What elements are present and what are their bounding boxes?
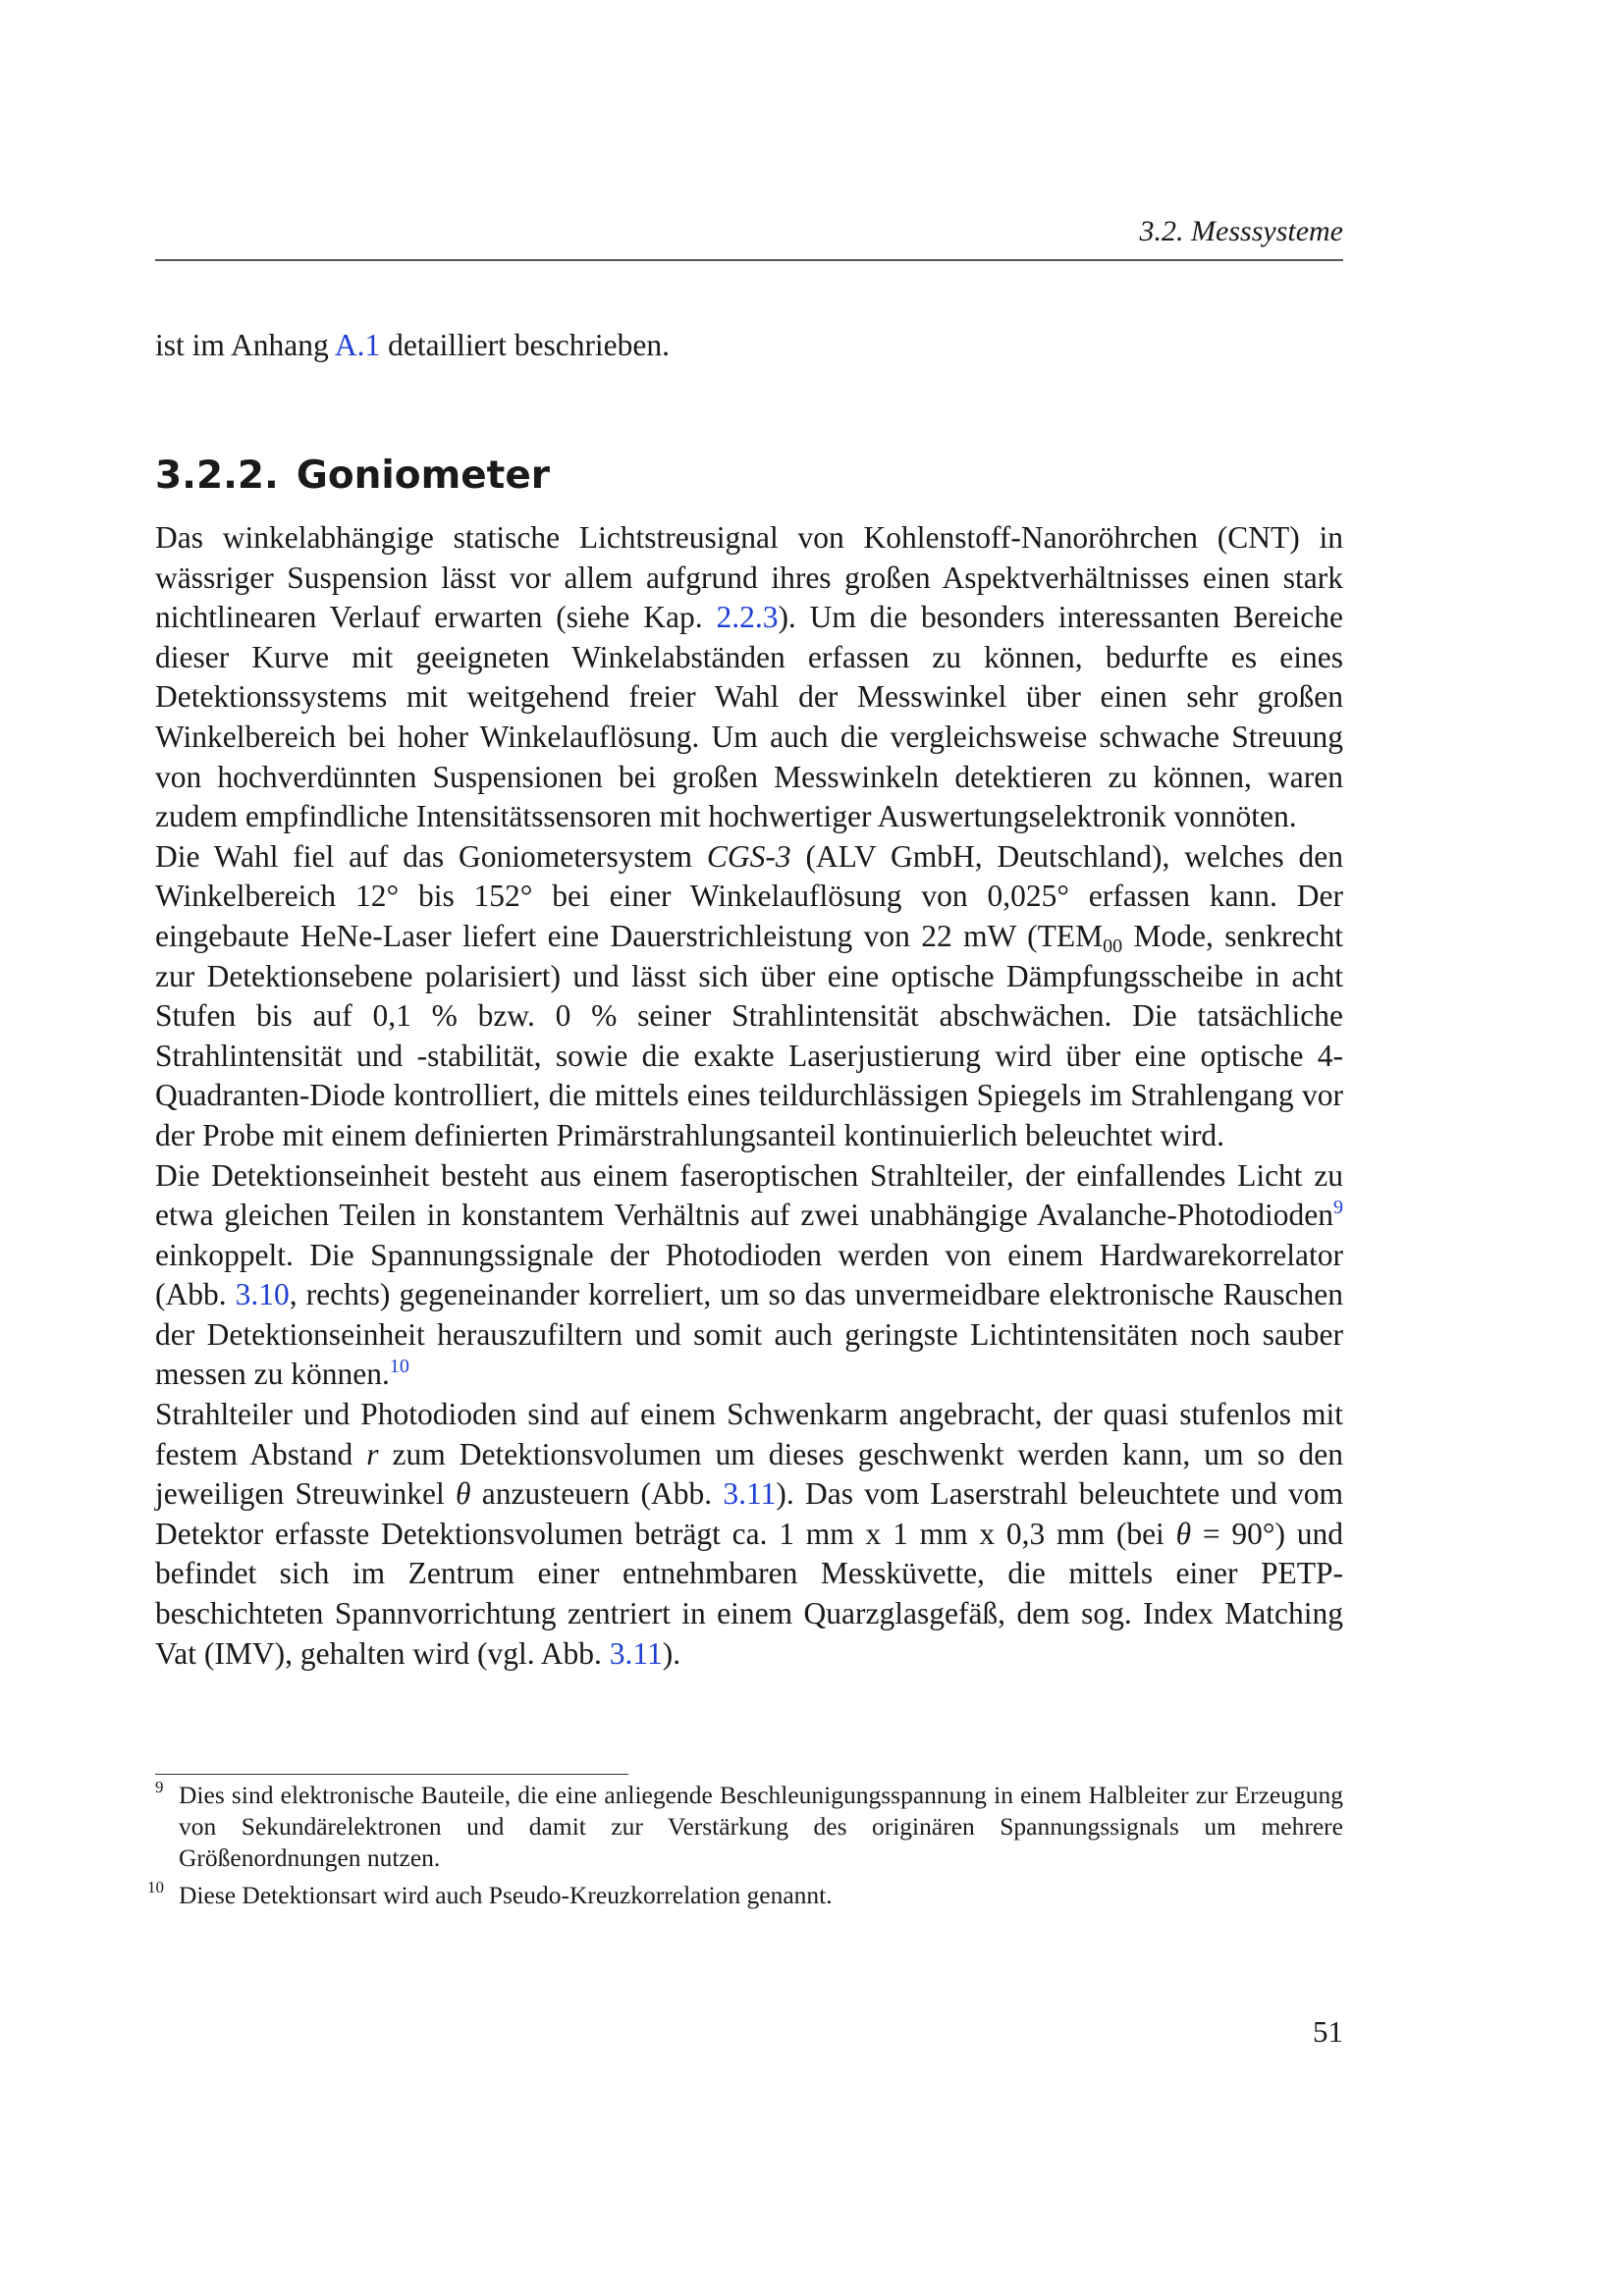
theta-symbol: θ <box>1175 1516 1192 1551</box>
figure-link[interactable]: 3.11 <box>609 1635 663 1671</box>
paragraph-text: , rechts) gegeneinander korreliert, um so das unvermeidbare elektronische Rauschen der Detektionseinheit herauszufiltern und somit auch geringste Lichtintensitäten noch sauber messen zu können. <box>155 1277 1343 1392</box>
intro-text: ist im Anhang <box>155 328 335 362</box>
paragraph-text: Die Detektionseinheit besteht aus einem faseroptischen Strahlteiler, der einfallendes Licht zu etwa gleichen Teilen in konstantem Verhältnis auf zwei unabhängige Avalanche-Photodioden <box>155 1157 1343 1233</box>
paragraph-4 <box>155 1395 1343 1674</box>
figure-link[interactable]: 3.11 <box>723 1476 777 1512</box>
intro-paragraph <box>155 326 1343 366</box>
footnote-rule <box>155 1774 628 1775</box>
paragraph-text: = 90°) und befindet sich im Zentrum einer entnehmbaren Messküvette, die mittels einer PETP-beschichteten Spannvorrichtung zentriert in einem Quarzglasgefäß, dem sog. Index Matching Vat (IMV), gehalten wird (vgl. Abb. <box>155 1516 1343 1671</box>
paragraph-text: (ALV GmbH, Deutschland), welches den Winkelbereich 12° bis 152° bei einer Winkelauflösung von 0,025° erfassen kann. Der eingebaute HeNe-Laser liefert eine Dauerstrichleistung von 22 mW (TEM <box>155 838 1343 953</box>
section-number: 3.2.2. <box>155 454 279 498</box>
section-heading <box>155 452 550 501</box>
footnote-text: Dies sind elektronische Bauteile, die eine anliegende Beschleunigungsspannung in einem Halbleiter zur Erzeugung von Sekundärelektronen und damit zur Verstärkung des originären Spannungssignals um mehrere Größenordnungen nutzen. <box>179 1781 1343 1872</box>
section-body <box>155 518 1343 1674</box>
footnote-9 <box>155 1780 1343 1874</box>
paragraph-text: Die Wahl fiel auf das Goniometersystem <box>155 838 707 874</box>
paragraph-text: Strahlteiler und Photodioden sind auf einem Schwenkarm angebracht, der quasi stufenlos mit festem Abstand <box>155 1397 1343 1471</box>
section-title: Goniometer <box>296 454 551 498</box>
page-number: 51 <box>1313 2014 1343 2049</box>
paragraph-text: ). <box>662 1635 681 1671</box>
paragraph-text: zum Detektionsvolumen um dieses geschwenkt werden kann, um so den jeweiligen Streuwinkel <box>155 1436 1343 1512</box>
footnote-mark: 9 <box>155 1778 164 1796</box>
footnote-text: Diese Detektionsart wird auch Pseudo-Kreuzkorrelation genannt. <box>179 1881 833 1909</box>
paragraph-text: ). Um die besonders interessanten Bereiche dieser Kurve mit geeigneten Winkelabständen erfassen zu können, bedurfte es eines Detektionssystems mit weitgehend freier Wahl der Messwinkel über einen sehr großen Winkelbereich bei hoher Winkelauflösung. Um auch die vergleichsweise schwache Streuung von hochverdünnten Suspensionen bei großen Messwinkeln detektieren zu können, waren zudem empfindliche Intensitätssensoren mit hochwertiger Auswertungselektronik vonnöten. <box>155 600 1344 834</box>
paragraph-3 <box>155 1156 1343 1396</box>
paragraph-text: Das winkelabhängige statische Lichtstreusignal von Kohlenstoff-Nanoröhrchen (CNT) in wässriger Suspension lässt vor allem aufgrund ihres großen Aspektverhältnisses einen stark nichtlinearen Verlauf erwarten (siehe Kap. <box>155 520 1343 635</box>
footnote-mark: 10 <box>147 1878 164 1896</box>
mode-subscript: 00 <box>1103 934 1123 957</box>
running-header: 3.2. Messsysteme <box>1139 215 1343 247</box>
paragraph-text: ). Das vom Laserstrahl beleuchtete und vom Detektor erfasste Detektionsvolumen beträgt ca. 1 mm x 1 mm x 0,3 mm (bei <box>155 1476 1343 1551</box>
system-name: CGS-3 <box>706 838 791 874</box>
paragraph-text: Mode, senkrecht zur Detektionsebene polarisiert) und lässt sich über eine optische Dämpfungsscheibe in acht Stufen bis auf 0,1 % bzw. 0 % seiner Strahlintensität abschwächen. Die tatsächliche Strahlintensität und -stabilität, sowie die exakte Laserjustierung wird über eine optische 4-Quadranten-Diode kontrolliert, die mittels eines teildurchlässigen Spiegels im Strahlengang vor der Probe mit einem definierten Primärstrahlungsanteil kontinuierlich beleuchtet wird. <box>155 918 1343 1152</box>
footnotes <box>147 1778 1343 1917</box>
chapter-link[interactable]: 2.2.3 <box>716 600 779 635</box>
footnote-10-marker[interactable]: 10 <box>389 1356 409 1378</box>
paragraph-1 <box>155 518 1343 837</box>
header-rule <box>155 259 1343 261</box>
distance-symbol: r <box>366 1436 379 1471</box>
paragraph-2 <box>155 837 1343 1156</box>
appendix-link[interactable]: A.1 <box>334 328 381 362</box>
paragraph-text: einkoppelt. Die Spannungssignale der Photodioden werden von einem Hardwarekorrelator (Abb. <box>155 1237 1343 1312</box>
theta-symbol: θ <box>456 1476 471 1512</box>
intro-text-end: detailliert beschrieben. <box>380 328 671 362</box>
paragraph-text: anzusteuern (Abb. <box>470 1476 724 1512</box>
figure-link[interactable]: 3.10 <box>235 1277 290 1312</box>
footnote-9-marker[interactable]: 9 <box>1333 1197 1343 1219</box>
footnote-10 <box>147 1878 1343 1911</box>
